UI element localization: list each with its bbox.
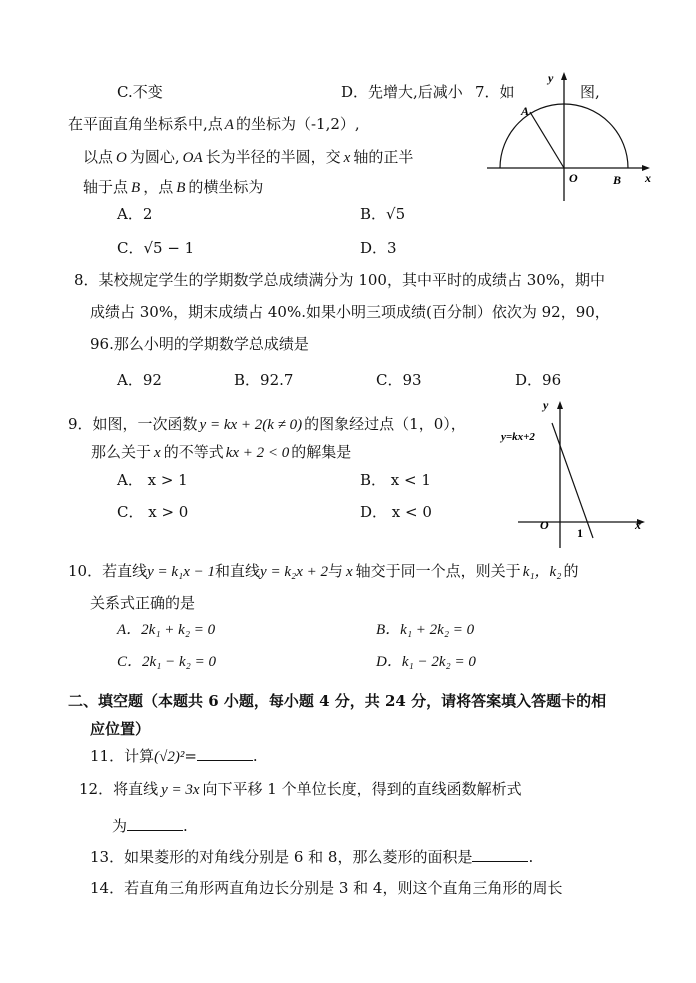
q12-line1-text-a: 12．将直线 xyxy=(79,780,159,798)
q7-line2-var-oa: OA xyxy=(182,150,203,166)
q10-option-a: A．2k₁ + k₂ = 0 xyxy=(117,622,216,638)
q7-line2-var-o: O xyxy=(116,150,127,166)
q10-line1-text-e: 的 xyxy=(563,562,579,580)
q9-function-line xyxy=(552,423,593,538)
q7-line2-text-b: 为圆心, xyxy=(129,148,180,166)
q7-label-a: A xyxy=(521,104,530,118)
q12-line2-text-b: . xyxy=(183,817,188,835)
q12-line1 xyxy=(79,779,522,800)
q9-line2-text-b: 的不等式 xyxy=(163,443,224,461)
q9-linear-graph-figure xyxy=(496,393,656,553)
q11-text-c: . xyxy=(252,747,258,765)
q7-line2-text-d: 轴的正半 xyxy=(353,148,414,166)
q14-line: 14．若直角三角形两直角边长分别是 3 和 4，则这个直角三角形的周长 xyxy=(90,879,563,897)
q12-line2 xyxy=(112,816,188,836)
q7-option-a: A．2 xyxy=(117,205,153,223)
q10-line1-expr1: y = k₁x − 1 xyxy=(147,564,216,580)
q7-label-b: B xyxy=(613,173,622,187)
q11-expr: (√2)² xyxy=(154,749,185,765)
q10-line1-expr2: y = k₂x + 2 xyxy=(260,564,328,580)
q8-option-a: A．92 xyxy=(117,371,162,389)
q7-option-d: D．3 xyxy=(360,239,397,257)
q9-label-function: y=kx+2 xyxy=(501,431,535,443)
q8-line3: 96.那么小明的学期数学总成绩是 xyxy=(90,335,309,353)
q9-option-b: B． x < 1 xyxy=(360,471,431,489)
q7-line3-var-b1: B xyxy=(131,180,141,196)
q6-option-c: C.不变 xyxy=(117,83,163,101)
q11-text-a: 11．计算 xyxy=(90,747,155,765)
q7-line3-text-c: 的横坐标为 xyxy=(188,178,264,196)
q7-line3-text-b: ，点 xyxy=(143,178,174,196)
q7-line1-text-b: 坐标系中,点 xyxy=(143,115,223,133)
q7-figure-label: 图, xyxy=(580,83,600,101)
section2-heading-line2: 应位置） xyxy=(90,720,151,738)
q12-answer-blank[interactable] xyxy=(127,816,183,831)
q9-line1-text-b: 的图象经过点（1，0）， xyxy=(304,415,466,433)
q7-line1-text-a: 在平面直角 xyxy=(68,115,144,133)
q10-line1-text-b: 和直线 xyxy=(215,562,261,580)
q10-line1-text-a: 10．若直线 xyxy=(68,562,148,580)
q12-line1-text-b: 向下平移 1 个单位长度，得到的直线函数解析式 xyxy=(202,780,522,798)
q11-text-b: = xyxy=(184,747,197,765)
q12-line2-text-a: 为 xyxy=(112,817,128,835)
q12-line1-expr: y = 3x xyxy=(161,782,200,798)
q10-line2: 关系式正确的是 xyxy=(90,594,196,612)
q7-line3-text-a: 轴于点 xyxy=(83,178,129,196)
q7-line2-var-x: x xyxy=(343,150,351,166)
q7-option-b: B．√5 xyxy=(360,205,406,223)
q10-line1-text-c: 与 xyxy=(327,562,343,580)
q9-line1 xyxy=(68,414,466,435)
q8-option-d: D．96 xyxy=(515,371,562,389)
q11-line xyxy=(90,746,258,767)
q7-segment-oa xyxy=(530,112,564,168)
q9-option-c: C． x > 0 xyxy=(117,503,189,521)
q8-option-c: C．93 xyxy=(376,371,422,389)
q7-label-x: x xyxy=(645,171,651,185)
q7-number: 7．如 xyxy=(475,83,515,101)
q9-option-a: A． x > 1 xyxy=(117,471,188,489)
q9-option-d: D． x < 0 xyxy=(360,503,432,521)
q9-line2-text-c: 的解集是 xyxy=(291,443,352,461)
q8-option-b: B．92.7 xyxy=(234,371,294,389)
q10-line1 xyxy=(68,561,578,582)
q8-line1: 8．某校规定学生的学期数学总成绩满分为 100，其中平时的成绩占 30%，期中 xyxy=(74,271,606,289)
q7-option-c: C．√5 − 1 xyxy=(117,239,195,257)
q6-option-d: D．先增大,后减小 xyxy=(341,83,463,101)
q9-line2-var: x xyxy=(154,445,161,461)
q9-y-arrow xyxy=(557,401,563,409)
q13-answer-blank[interactable] xyxy=(472,847,528,862)
q7-line1 xyxy=(68,114,360,135)
q9-label-one: 1 xyxy=(577,526,583,540)
q13-text-end: . xyxy=(528,848,534,866)
q7-label-o: O xyxy=(569,171,578,185)
q10-line1-var: x xyxy=(346,564,353,580)
q7-line2-text-a: 以点 xyxy=(83,148,114,166)
q11-answer-blank[interactable] xyxy=(197,746,253,761)
q7-y-arrow xyxy=(561,72,567,80)
section2-heading-line1: 二、填空题（本题共 6 小题，每小题 4 分，共 24 分，请将答案填入答题卡的相 xyxy=(68,692,607,710)
q10-option-c: C．2k₁ − k₂ = 0 xyxy=(117,654,216,670)
q7-line2 xyxy=(83,147,413,168)
q9-line2 xyxy=(91,442,351,463)
q7-line3-var-b2: B xyxy=(176,180,186,196)
q10-line1-vars: k₁，k₂ xyxy=(522,564,562,580)
q9-label-y: y xyxy=(543,398,549,412)
q9-label-o: O xyxy=(540,518,549,532)
q7-line1-text-c: 的坐标为（-1,2）, xyxy=(235,115,360,133)
q10-option-b: B．k₁ + 2k₂ = 0 xyxy=(376,622,475,638)
q7-line2-text-c: 长为半径的半圆，交 xyxy=(205,148,341,166)
q9-line1-text-a: 9．如图，一次函数 xyxy=(68,415,198,433)
q7-semicircle-figure xyxy=(482,66,662,206)
q9-line2-text-a: 那么关于 xyxy=(91,443,152,461)
q10-option-d: D．k₁ − 2k₂ = 0 xyxy=(376,654,476,670)
q13-text: 13．如果菱形的对角线分别是 6 和 8，那么菱形的面积是 xyxy=(90,848,473,866)
q10-line1-text-d: 轴交于同一个点，则关于 xyxy=(355,562,521,580)
q7-line3 xyxy=(83,177,263,198)
q9-line1-expr: y = kx + 2(k ≠ 0) xyxy=(199,417,303,433)
q9-label-x: x xyxy=(635,518,641,532)
q9-line2-expr: kx + 2 < 0 xyxy=(225,445,290,461)
q8-line2: 成绩占 30%，期末成绩占 40%.如果小明三项成绩(百分制）依次为 92，90， xyxy=(90,303,610,321)
q7-line1-var: A xyxy=(224,117,234,133)
q7-label-y: y xyxy=(548,71,554,85)
q13-line xyxy=(90,847,533,867)
